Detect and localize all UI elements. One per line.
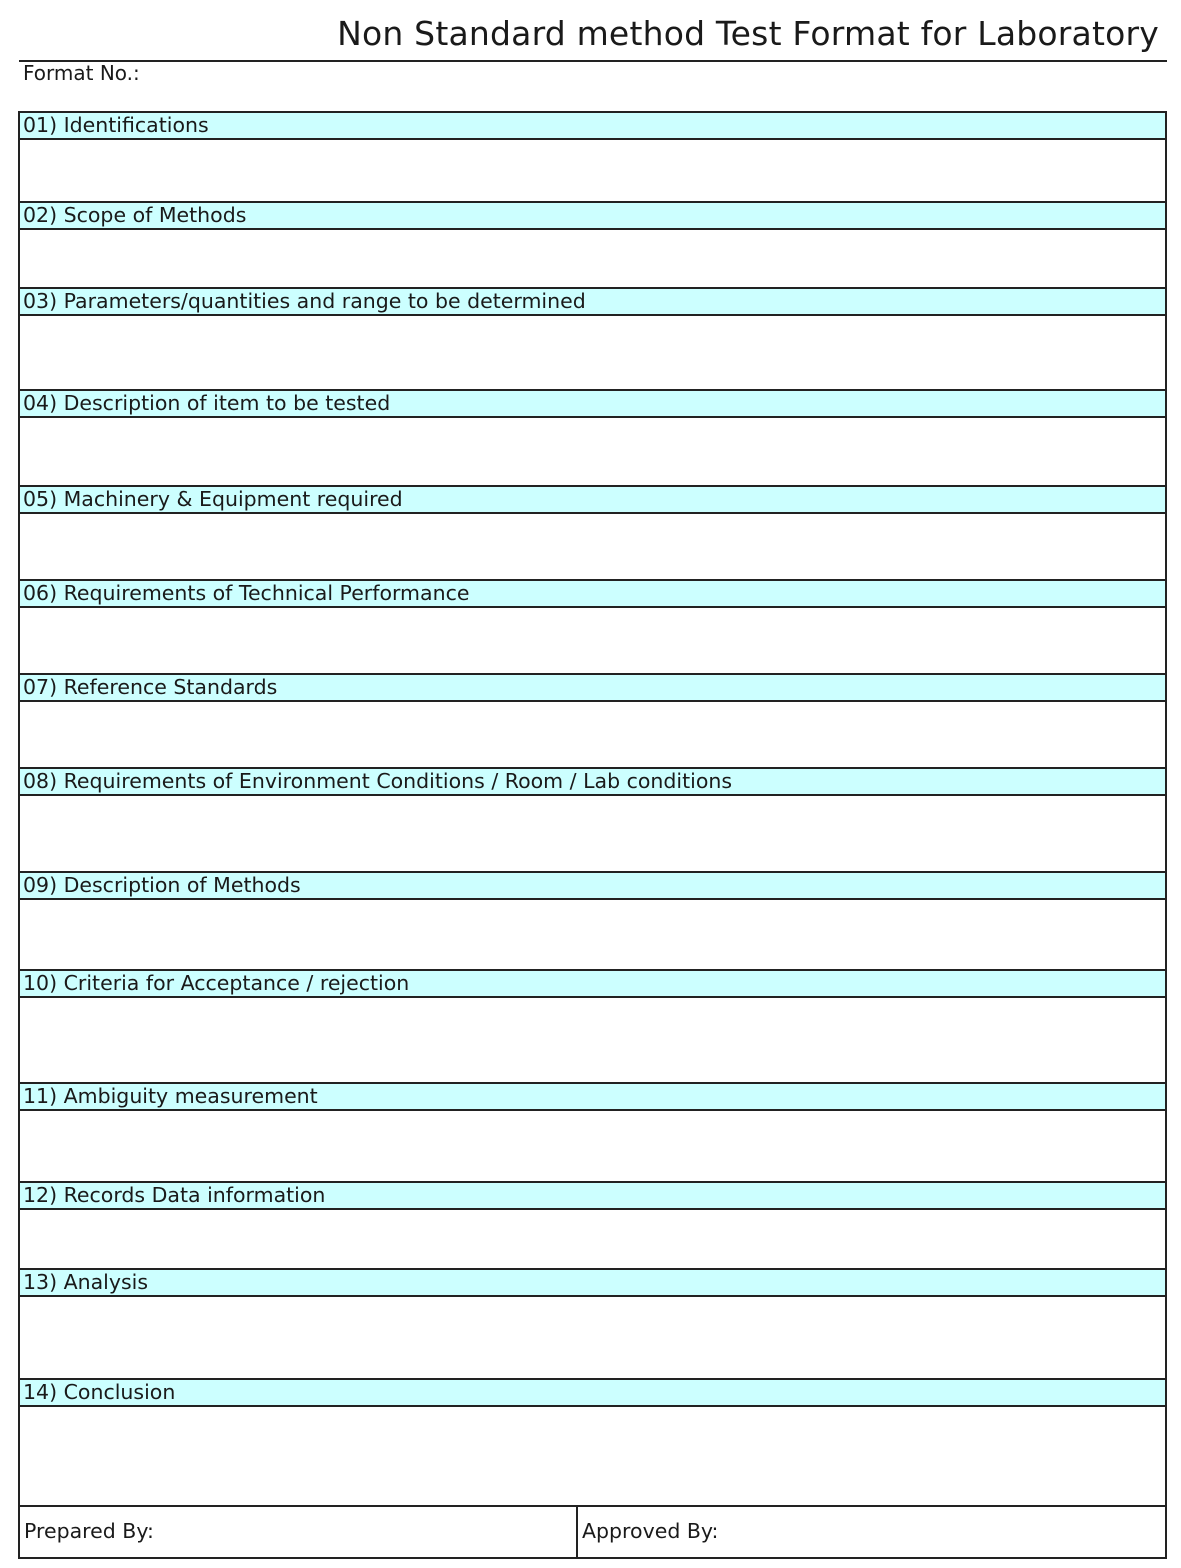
section-header-analysis: 13) Analysis [20,1270,1165,1297]
section-field-item-description[interactable] [20,418,1165,487]
section-field-identifications[interactable] [20,140,1165,203]
section-header-ambiguity-measurement: 11) Ambiguity measurement [20,1084,1165,1111]
section-header-machinery-equipment: 05) Machinery & Equipment required [20,487,1165,514]
prepared-by-field[interactable] [20,1507,578,1557]
section-header-description-of-methods: 09) Description of Methods [20,873,1165,900]
section-header-conclusion: 14) Conclusion [20,1380,1165,1407]
section-field-ambiguity-measurement[interactable] [20,1111,1165,1183]
section-header-records-data: 12) Records Data information [20,1183,1165,1210]
approved-by-field[interactable] [578,1507,1165,1557]
section-field-description-of-methods[interactable] [20,900,1165,971]
section-field-analysis[interactable] [20,1297,1165,1380]
section-header-scope-of-methods: 02) Scope of Methods [20,203,1165,230]
section-header-identifications: 01) Identifications [20,113,1165,140]
section-field-conclusion[interactable] [20,1407,1165,1507]
section-field-environment-conditions[interactable] [20,796,1165,873]
section-field-scope-of-methods[interactable] [20,230,1165,289]
section-field-technical-performance[interactable] [20,608,1165,675]
section-header-technical-performance: 06) Requirements of Technical Performance [20,581,1165,608]
section-field-acceptance-criteria[interactable] [20,998,1165,1084]
prepared-by-label: Prepared By: [24,1519,154,1543]
section-header-item-description: 04) Description of item to be tested [20,391,1165,418]
section-field-machinery-equipment[interactable] [20,514,1165,581]
section-header-acceptance-criteria: 10) Criteria for Acceptance / rejection [20,971,1165,998]
section-header-environment-conditions: 08) Requirements of Environment Conditions / Room / Lab conditions [20,769,1165,796]
signature-row [20,1507,1165,1557]
format-no-label: Format No.: [23,61,140,85]
test-format-form [18,111,1167,1559]
document-title: Non Standard method Test Format for Laboratory [337,14,1159,53]
section-header-parameters: 03) Parameters/quantities and range to be determined [20,289,1165,316]
section-header-reference-standards: 07) Reference Standards [20,675,1165,702]
section-field-parameters[interactable] [20,316,1165,391]
title-rule [19,60,1167,62]
section-field-reference-standards[interactable] [20,702,1165,769]
section-field-records-data[interactable] [20,1210,1165,1270]
approved-by-label: Approved By: [582,1519,719,1543]
